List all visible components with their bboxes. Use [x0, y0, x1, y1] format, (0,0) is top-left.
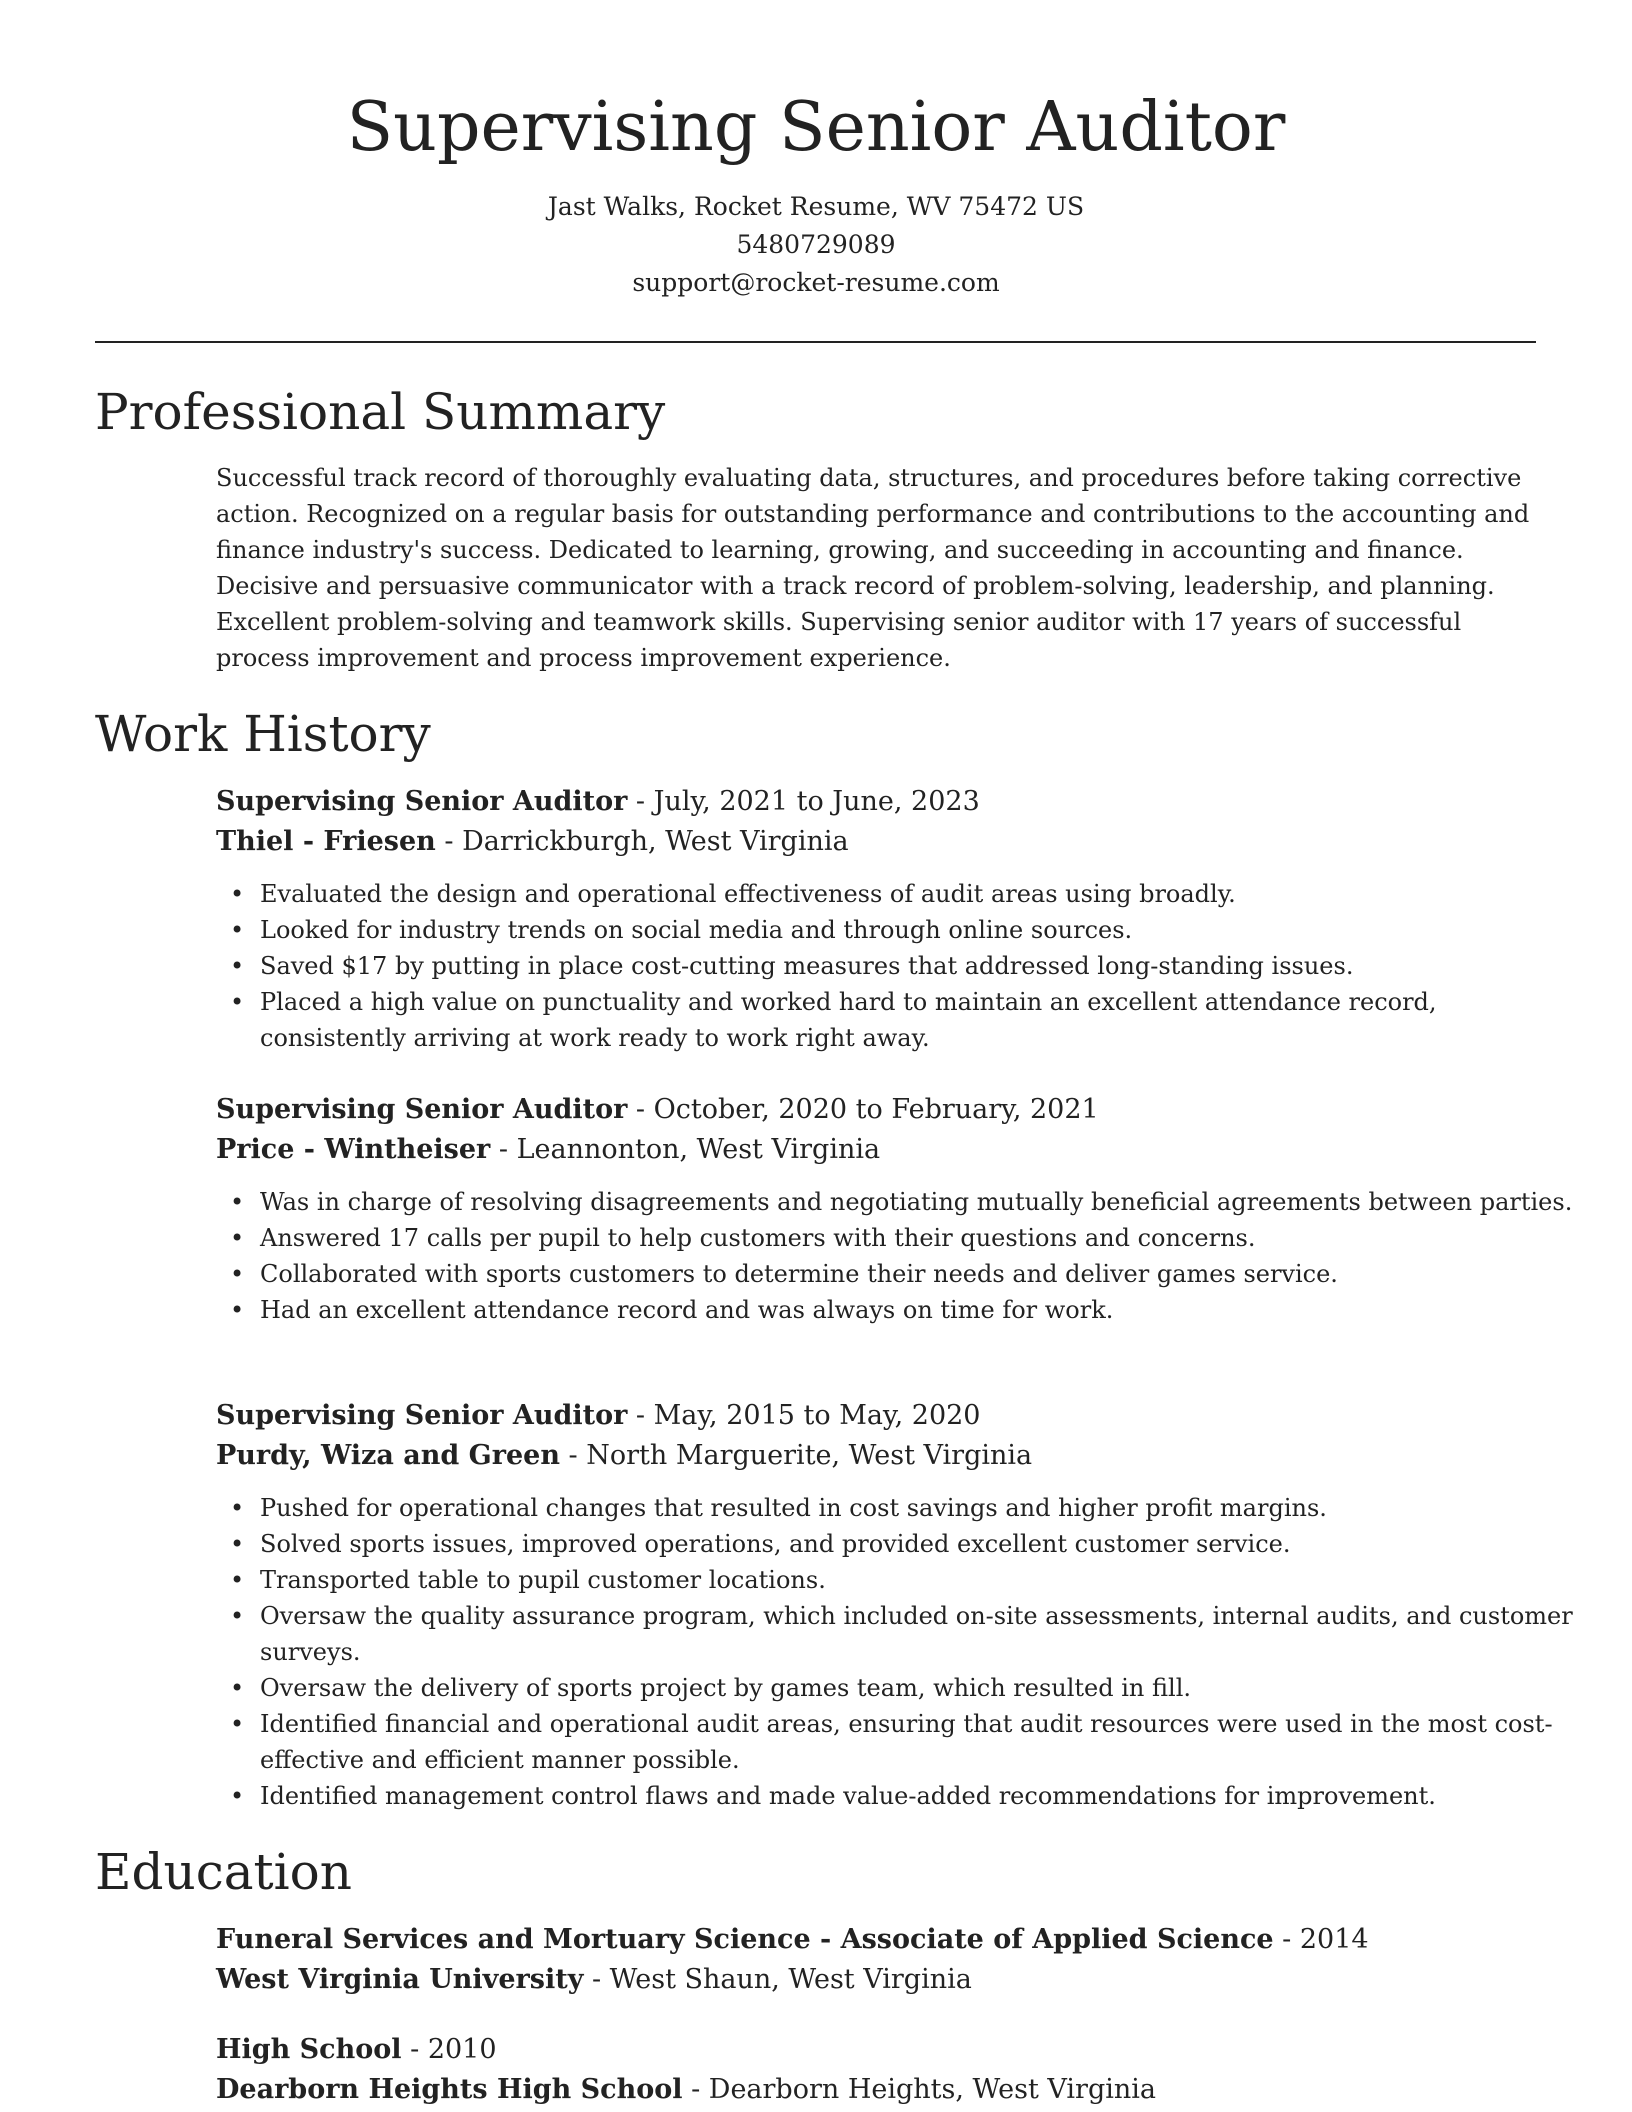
education-year: - 2014 — [1273, 1924, 1369, 1955]
list-item: • Identified management control flaws and made value-added recommendations for improvement. — [260, 1778, 1580, 1814]
job-role: Supervising Senior Auditor — [216, 1094, 628, 1125]
education-location: - Dearborn Heights, West Virginia — [682, 2074, 1156, 2105]
resume-header — [0, 80, 1632, 302]
job-title-line — [216, 782, 1536, 822]
list-item: • Answered 17 calls per pupil to help customers with their questions and concerns. — [260, 1220, 1580, 1256]
education-degree-line — [216, 1920, 1536, 1960]
education-degree: High School — [216, 2034, 402, 2065]
list-item: • Oversaw the quality assurance program, which included on-site assessments, internal audits, and customer surveys. — [260, 1598, 1580, 1670]
education-degree: Funeral Services and Mortuary Science - Associate of Applied Science — [216, 1924, 1274, 1955]
education-school-line — [216, 2070, 1536, 2110]
section-title-work-history: Work History — [95, 705, 431, 763]
list-item: • Transported table to pupil customer locations. — [260, 1562, 1580, 1598]
contact-phone: 5480729089 — [736, 230, 896, 259]
job-role: Supervising Senior Auditor — [216, 1400, 628, 1431]
job-title-line — [216, 1396, 1536, 1436]
education-school-line — [216, 1960, 1536, 2000]
list-item: • Solved sports issues, improved operations, and provided excellent customer service. — [260, 1526, 1580, 1562]
contact-info — [0, 188, 1632, 302]
list-item: • Had an excellent attendance record and was always on time for work. — [260, 1292, 1580, 1328]
education-school: West Virginia University — [216, 1964, 584, 1995]
candidate-name: Supervising Senior Auditor — [346, 88, 1286, 167]
job-company: Purdy, Wiza and Green — [216, 1440, 560, 1471]
job-location: - North Marguerite, West Virginia — [559, 1440, 1033, 1471]
job-dates: - October, 2020 to February, 2021 — [627, 1094, 1099, 1125]
list-item: • Was in charge of resolving disagreements and negotiating mutually beneficial agreements between parties. — [260, 1184, 1580, 1220]
job-title-line — [216, 1090, 1536, 1130]
contact-address: Jast Walks, Rocket Resume, WV 75472 US — [547, 192, 1085, 221]
list-item: • Pushed for operational changes that resulted in cost savings and higher profit margins. — [260, 1490, 1580, 1526]
list-item: • Evaluated the design and operational effectiveness of audit areas using broadly. — [260, 876, 1580, 912]
section-title-education: Education — [95, 1843, 352, 1901]
job-location: - Darrickburgh, West Virginia — [435, 826, 849, 857]
education-school: Dearborn Heights High School — [216, 2074, 683, 2105]
job-bullets — [216, 1184, 1580, 1328]
list-item: • Placed a high value on punctuality and worked hard to maintain an excellent attendance record, consistently arriving at work ready to work right away. — [260, 984, 1580, 1056]
contact-email: support@rocket-resume.com — [632, 268, 1000, 297]
education-degree-line — [216, 2030, 1536, 2070]
list-item: • Collaborated with sports customers to determine their needs and deliver games service. — [260, 1256, 1580, 1292]
section-title-summary: Professional Summary — [95, 383, 666, 441]
education-location: - West Shaun, West Virginia — [583, 1964, 972, 1995]
list-item: • Oversaw the delivery of sports project by games team, which resulted in fill. — [260, 1670, 1580, 1706]
job-location: - Leannonton, West Virginia — [490, 1134, 881, 1165]
header-divider — [95, 341, 1536, 343]
job-company-line — [216, 1436, 1536, 1476]
job-bullets — [216, 1490, 1580, 1814]
summary-text: Successful track record of thoroughly evaluating data, structures, and procedures before taking corrective action. Recognized on a regular basis for outstanding performance and contributions to the accounting and finance industry's success. Dedicated to learning, growing, and succeeding in accounting and finance. Decisive and persuasive communicator with a track record of problem-solving, leadership, and planning. Excellent problem-solving and teamwork skills. Supervising senior auditor with 17 years of successful process improvement and process improvement experience. — [216, 464, 1530, 672]
job-bullets — [216, 876, 1580, 1056]
job-dates: - May, 2015 to May, 2020 — [627, 1400, 981, 1431]
job-role: Supervising Senior Auditor — [216, 786, 628, 817]
job-company-line — [216, 1130, 1536, 1170]
list-item: • Identified financial and operational audit areas, ensuring that audit resources were used in the most cost-effective and efficient manner possible. — [260, 1706, 1580, 1778]
job-company: Thiel - Friesen — [216, 826, 436, 857]
list-item: • Saved $17 by putting in place cost-cutting measures that addressed long-standing issues. — [260, 948, 1580, 984]
job-company-line — [216, 822, 1536, 862]
education-year: - 2010 — [401, 2034, 497, 2065]
job-dates: - July, 2021 to June, 2023 — [627, 786, 980, 817]
job-company: Price - Wintheiser — [216, 1134, 491, 1165]
list-item: • Looked for industry trends on social media and through online sources. — [260, 912, 1580, 948]
